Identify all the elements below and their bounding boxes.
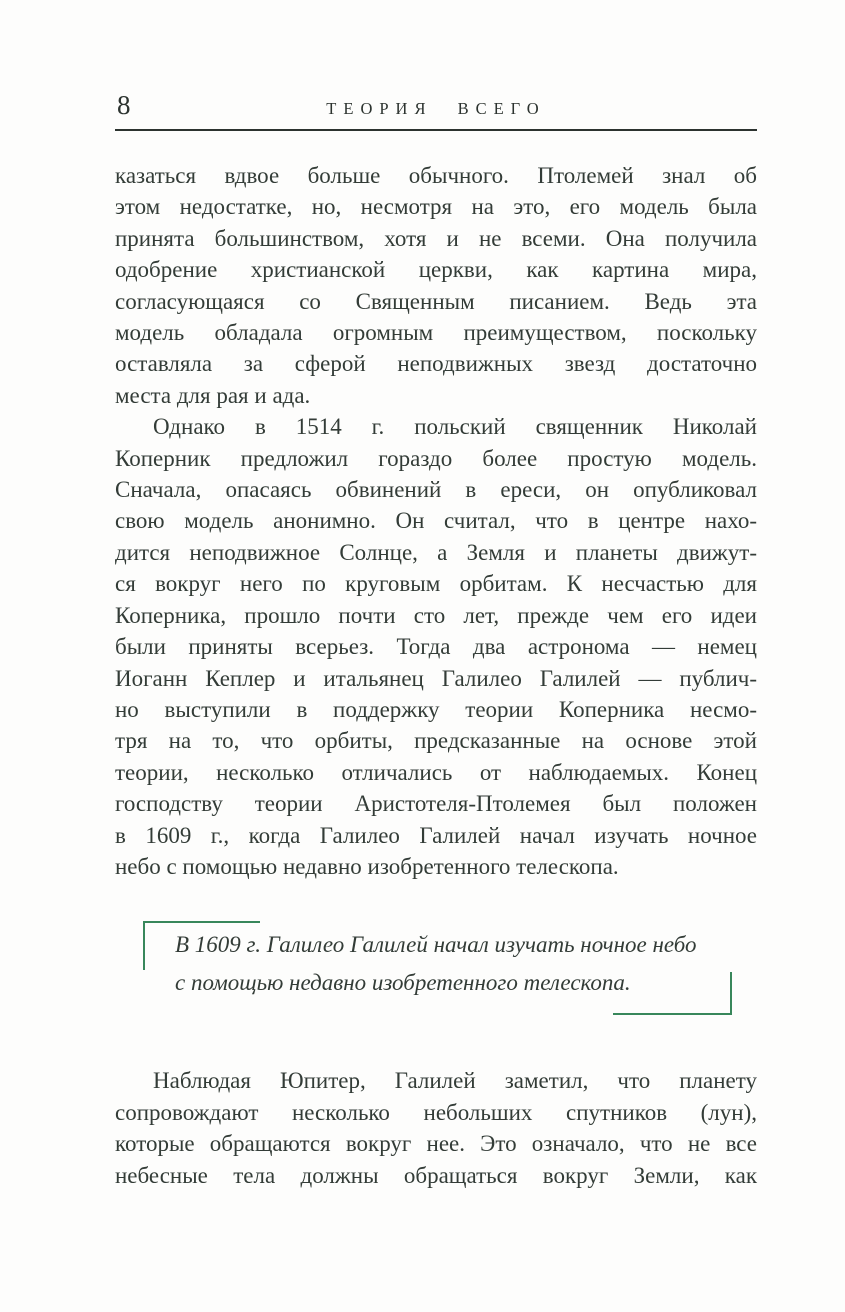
text-line: были приняты всерьез. Тогда два астронома — немец bbox=[115, 634, 757, 660]
text-line: в 1609 г., когда Галилео Галилей начал изучать ночное bbox=[115, 822, 757, 848]
running-title: ТЕОРИЯ ВСЕГО bbox=[326, 99, 546, 118]
pullquote bbox=[143, 921, 732, 1015]
text-line: Однако в 1514 г. польский священник Николай bbox=[153, 414, 757, 440]
text-line: которые обращаются вокруг нее. Это означало, что не все bbox=[115, 1131, 757, 1157]
text-line: ся вокруг него по круговым орбитам. К несчастью для bbox=[115, 571, 757, 597]
text-line: принята большинством, хотя и не всеми. Она получила bbox=[115, 225, 757, 251]
pullquote-corner-bottom-right-bracket bbox=[613, 972, 732, 1015]
paragraph-jupiter bbox=[115, 1065, 757, 1191]
text-line: В 1609 г. Галилео Галилей начал изучать ночное небо bbox=[175, 932, 697, 958]
text-line: дится неподвижное Солнце, а Земля и планеты движут- bbox=[115, 539, 757, 565]
header-rule bbox=[115, 129, 757, 131]
text-line: небо с помощью недавно изобретенного телескопа. bbox=[115, 853, 619, 879]
text-line: но выступили в поддержку теории Коперника несмо- bbox=[115, 696, 757, 722]
page-number: 8 bbox=[117, 90, 131, 120]
body-text bbox=[115, 160, 757, 1191]
text-line: свою модель анонимно. Он считал, что в центре нахо- bbox=[115, 508, 757, 534]
text-line: Наблюдая Юпитер, Галилей заметил, что планету bbox=[153, 1068, 757, 1094]
text-line: Иоганн Кеплер и итальянец Галилео Галилей — публич- bbox=[115, 665, 757, 691]
paragraph-copernicus bbox=[115, 411, 757, 882]
text-line: сопровождают несколько небольших спутников (лун), bbox=[115, 1099, 757, 1125]
text-line: модель обладала огромным преимуществом, поскольку bbox=[115, 320, 757, 346]
text-line: Сначала, опасаясь обвинений в ереси, он опубликовал bbox=[115, 477, 757, 503]
text-line: с помощью недавно изобретенного телескопа. bbox=[175, 970, 631, 996]
text-line: господству теории Аристотеля-Птолемея был положен bbox=[115, 791, 757, 817]
text-line: тря на то, что орбиты, предсказанные на основе этой bbox=[115, 728, 757, 754]
text-line: небесные тела должны обращаться вокруг Земли, как bbox=[115, 1162, 757, 1188]
pullquote-corner-top-left-bracket bbox=[143, 921, 260, 970]
text-line: Коперника, прошло почти сто лет, прежде чем его идеи bbox=[115, 602, 757, 628]
text-line: места для рая и ада. bbox=[115, 382, 311, 408]
text-line: оставляла за сферой неподвижных звезд достаточно bbox=[115, 351, 757, 377]
text-line: этом недостатке, но, несмотря на это, его модель была bbox=[115, 194, 757, 220]
text-line: Коперник предложил гораздо более простую модель. bbox=[115, 445, 757, 471]
text-line: казаться вдвое больше обычного. Птолемей знал об bbox=[115, 163, 757, 188]
text-line: одобрение христианской церкви, как картина мира, bbox=[115, 257, 757, 283]
text-line: теории, несколько отличались от наблюдаемых. Конец bbox=[115, 759, 757, 785]
paragraph-continued-from-previous-page bbox=[115, 160, 757, 411]
text-line: согласующаяся со Священным писанием. Ведь эта bbox=[115, 288, 757, 314]
